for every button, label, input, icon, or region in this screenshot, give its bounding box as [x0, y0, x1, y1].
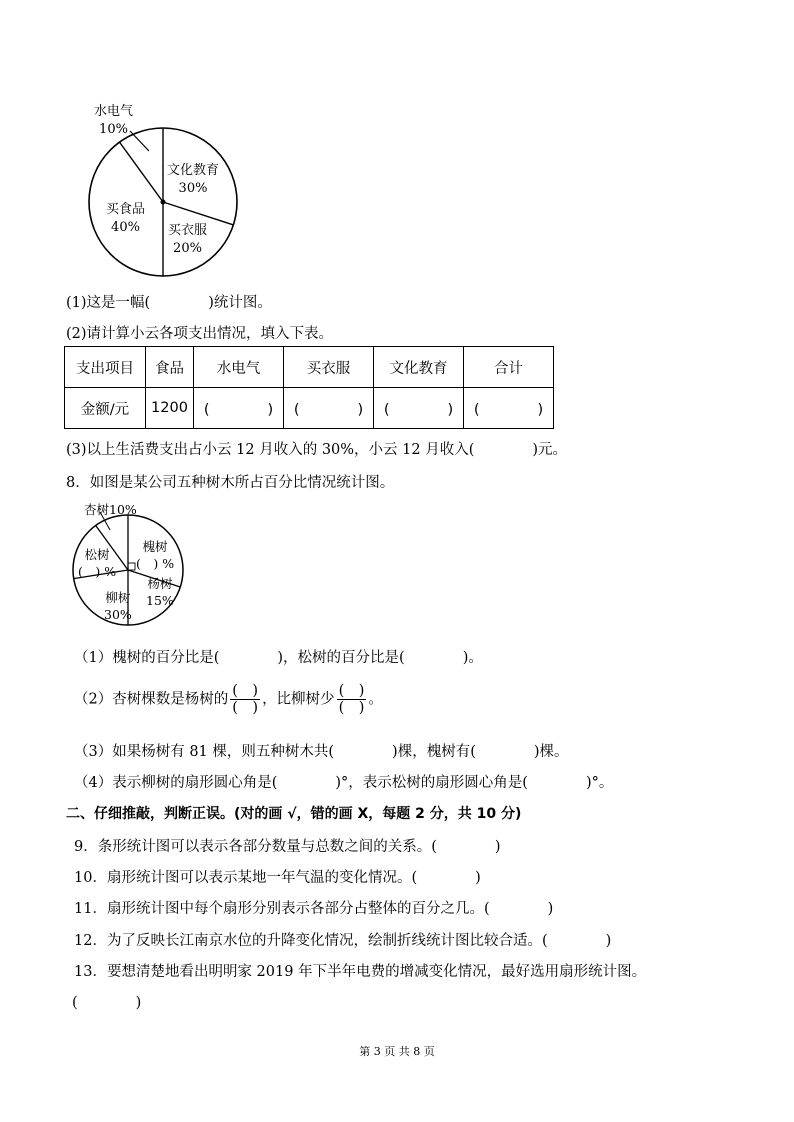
table-header-cell: 水电气 [194, 347, 284, 388]
pie1-label-education-name: 文化教育 [167, 163, 220, 178]
pie1-label-utilities [94, 103, 133, 139]
q12: 12．为了反映长江南京水位的升降变化情况，绘制折线统计图比较合适。( ) [74, 933, 612, 949]
pie1-label-education-pct: 30% [178, 181, 208, 196]
pie1-label-food [106, 201, 145, 237]
right-angle-mark [128, 563, 135, 570]
table-cell: 1200 [146, 388, 194, 429]
page-footer: 第 3 页 共 8 页 [359, 1045, 435, 1058]
pie1-label-utilities-pct: 10% [99, 122, 128, 137]
pie1-label-clothes-pct: 20% [173, 241, 202, 256]
pie2-label-poplar [146, 575, 174, 609]
q8-part2 [74, 683, 383, 716]
fraction-denominator: ( ) [338, 700, 365, 716]
pie1-divider [120, 142, 164, 202]
q7-part2: (2)请计算小云各项支出情况，填入下表。 [66, 326, 334, 342]
table-cell: 金额/元 [65, 388, 146, 429]
table-header-cell: 文化教育 [374, 347, 464, 388]
table-header-cell: 买衣服 [284, 347, 374, 388]
fraction-denominator: ( ) [232, 700, 259, 716]
q13: 13．要想清楚地看出明明家 2019 年下半年电费的增减变化情况，最好选用扇形统计图。 [74, 964, 647, 980]
q8-part3: （3）如果杨树有 81 棵，则五种树木共( )棵，槐树有( )棵。 [74, 744, 569, 760]
answer-blank-cell[interactable]: ( ) [284, 388, 374, 429]
pie1-label-food-pct: 40% [111, 220, 140, 235]
pie2-label-pine [78, 546, 116, 580]
pie2-label-willow-name: 柳树 [105, 590, 131, 605]
pie1-label-clothes-name: 买衣服 [168, 223, 208, 238]
pie1-label-food-name: 买食品 [106, 202, 146, 217]
pie2-label-apricot: 杏树10% [84, 502, 137, 517]
q11: 11．扇形统计图中每个扇形分别表示各部分占整体的百分之几。( ) [74, 901, 554, 917]
answer-blank-cell[interactable]: ( ) [374, 388, 464, 429]
q8-part2-text-a: （2）杏树棵数是杨树的 [74, 691, 229, 708]
fraction-blank[interactable] [230, 683, 260, 716]
table-row [65, 347, 554, 388]
table-row [65, 388, 554, 429]
q7-part1: (1)这是一幅( )统计图。 [66, 295, 272, 311]
pie2-label-pine-pct: ( ) % [78, 564, 117, 579]
q10: 10．扇形统计图可以表示某地一年气温的变化情况。( ) [74, 870, 481, 886]
q8-part2-text-b: ，比柳树少 [262, 691, 335, 708]
pie1-label-education [167, 162, 219, 198]
q8-part2-text-c: 。 [368, 691, 383, 708]
pie1-label-utilities-name: 水电气 [94, 104, 134, 119]
q8-title: 8．如图是某公司五种树木所占百分比情况统计图。 [66, 475, 395, 491]
pie2-label-poplar-pct: 15% [146, 593, 174, 608]
q7-part3: (3)以上生活费支出占小云 12 月收入的 30%，小云 12 月收入( )元。 [66, 442, 568, 458]
pie2-label-willow [104, 589, 132, 623]
fraction-numerator: ( ) [232, 683, 259, 699]
expense-table [64, 346, 554, 429]
section2-title: 二、仔细推敲，判断正误。(对的画 √，错的画 X，每题 2 分，共 10 分) [66, 806, 522, 822]
table-header-cell: 合计 [464, 347, 554, 388]
pie2-label-locust-pct: ( ) % [136, 556, 175, 571]
fraction-blank[interactable] [337, 683, 367, 716]
table-header-cell: 食品 [146, 347, 194, 388]
pie2-label-willow-pct: 30% [104, 607, 132, 622]
fraction-numerator: ( ) [338, 683, 365, 699]
q9: 9．条形统计图可以表示各部分数量与总数之间的关系。( ) [74, 839, 501, 855]
pie1-label-clothes [168, 222, 207, 258]
answer-blank-cell[interactable]: ( ) [464, 388, 554, 429]
pie2-label-locust [136, 538, 174, 572]
table-header-cell: 支出项目 [65, 347, 146, 388]
q8-part4: （4）表示柳树的扇形圆心角是( )°，表示松树的扇形圆心角是( )°。 [74, 775, 614, 791]
pie2-label-poplar-name: 杨树 [147, 576, 173, 591]
pie1-center-dot [161, 200, 166, 205]
pie2-label-pine-name: 松树 [84, 547, 110, 562]
pie2-label-locust-name: 槐树 [142, 539, 168, 554]
q8-part1: （1）槐树的百分比是( )，松树的百分比是( )。 [74, 650, 483, 666]
answer-blank-cell[interactable]: ( ) [194, 388, 284, 429]
q13-answer-blank[interactable]: ( ) [72, 995, 142, 1011]
